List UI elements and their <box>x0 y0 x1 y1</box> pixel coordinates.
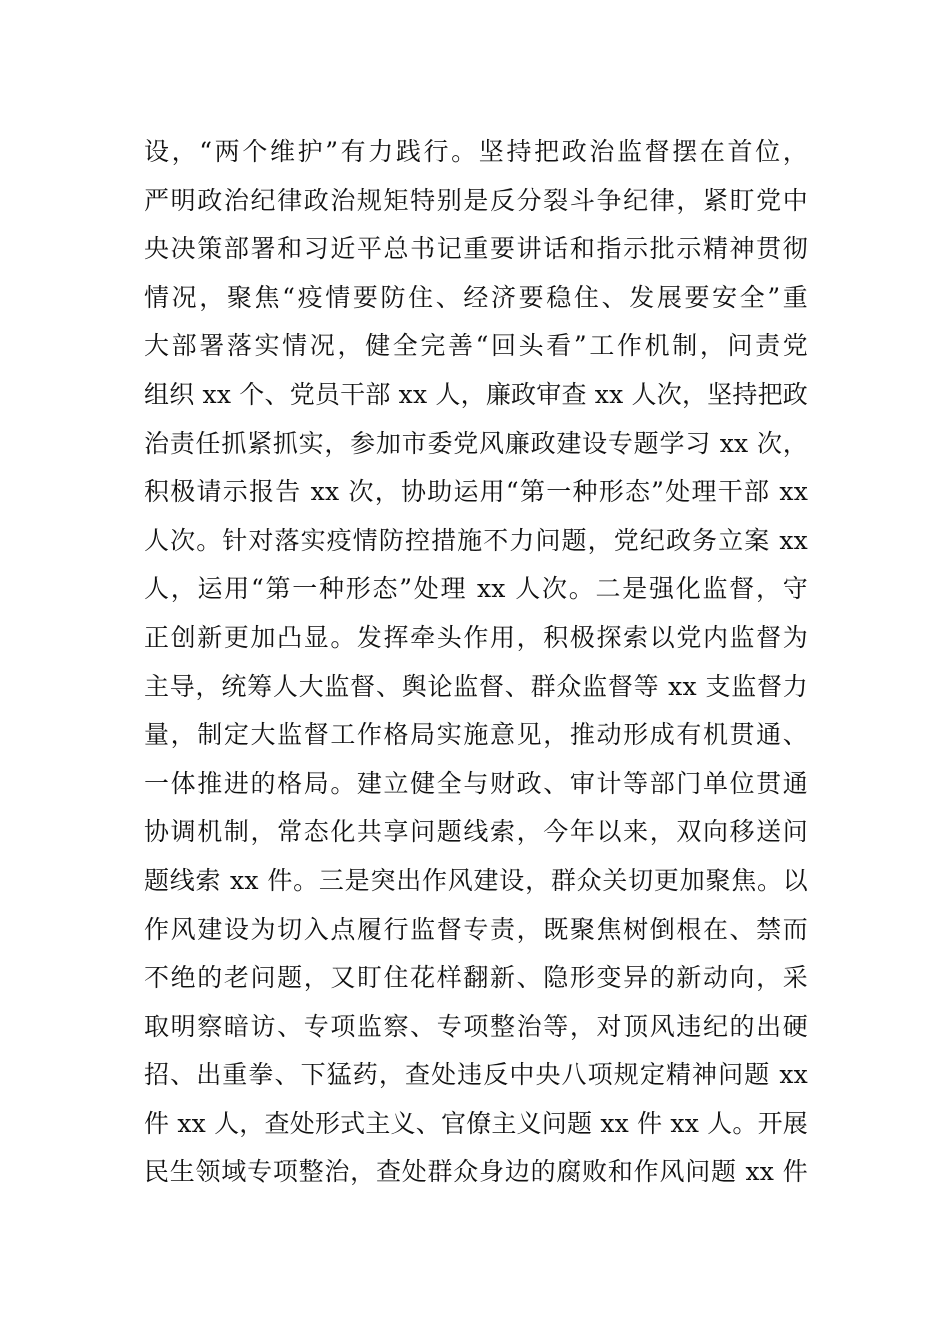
text-line: 正创新更加凸显。发挥牵头作用，积极探索以党内监督为 <box>144 622 808 652</box>
text-line: 招、出重拳、下猛药，查处违反中央八项规定精神问题 xx <box>144 1060 808 1090</box>
text-line: 大部署落实情况，健全完善“回头看”工作机制，问责党 <box>144 331 808 361</box>
text-line: 组织 xx 个、党员干部 xx 人，廉政审查 xx 人次，坚持把政 <box>144 379 808 409</box>
text-line: 设，“两个维护”有力践行。坚持把政治监督摆在首位， <box>144 137 808 166</box>
text-line: 情况，聚焦“疫情要防住、经济要稳住、发展要安全”重 <box>144 282 808 312</box>
text-line: 积极请示报告 xx 次，协助运用“第一种形态”处理干部 xx <box>144 477 808 507</box>
text-line: 主导，统筹人大监督、舆论监督、群众监督等 xx 支监督力 <box>144 671 808 701</box>
text-line: 作风建设为切入点履行监督专责，既聚焦树倒根在、禁而 <box>144 914 808 944</box>
text-line: 央决策部署和习近平总书记重要讲话和指示批示精神贯彻 <box>144 234 808 264</box>
text-line: 人次。针对落实疫情防控措施不力问题，党纪政务立案 xx <box>144 525 808 555</box>
text-line: 不绝的老问题，又盯住花样翻新、隐形变异的新动向，采 <box>144 963 808 993</box>
text-line: 严明政治纪律政治规矩特别是反分裂斗争纪律，紧盯党中 <box>144 185 808 215</box>
text-line: 件 xx 人，查处形式主义、官僚主义问题 xx 件 xx 人。开展 <box>144 1108 808 1138</box>
body-text <box>144 128 808 1197</box>
text-line: 治责任抓紧抓实，参加市委党风廉政建设专题学习 xx 次， <box>144 428 808 458</box>
text-line: 民生领域专项整治，查处群众身边的腐败和作风问题 xx 件 <box>144 1157 808 1187</box>
text-line: 题线索 xx 件。三是突出作风建设，群众关切更加聚焦。以 <box>144 865 808 895</box>
text-line: 协调机制，常态化共享问题线索，今年以来，双向移送问 <box>144 817 808 847</box>
text-line: 取明察暗访、专项监察、专项整治等，对顶风违纪的出硬 <box>144 1011 808 1041</box>
text-line: 人，运用“第一种形态”处理 xx 人次。二是强化监督，守 <box>144 574 808 604</box>
text-line: 量，制定大监督工作格局实施意见，推动形成有机贯通、 <box>144 720 808 750</box>
text-line: 一体推进的格局。建立健全与财政、审计等部门单位贯通 <box>144 768 808 798</box>
